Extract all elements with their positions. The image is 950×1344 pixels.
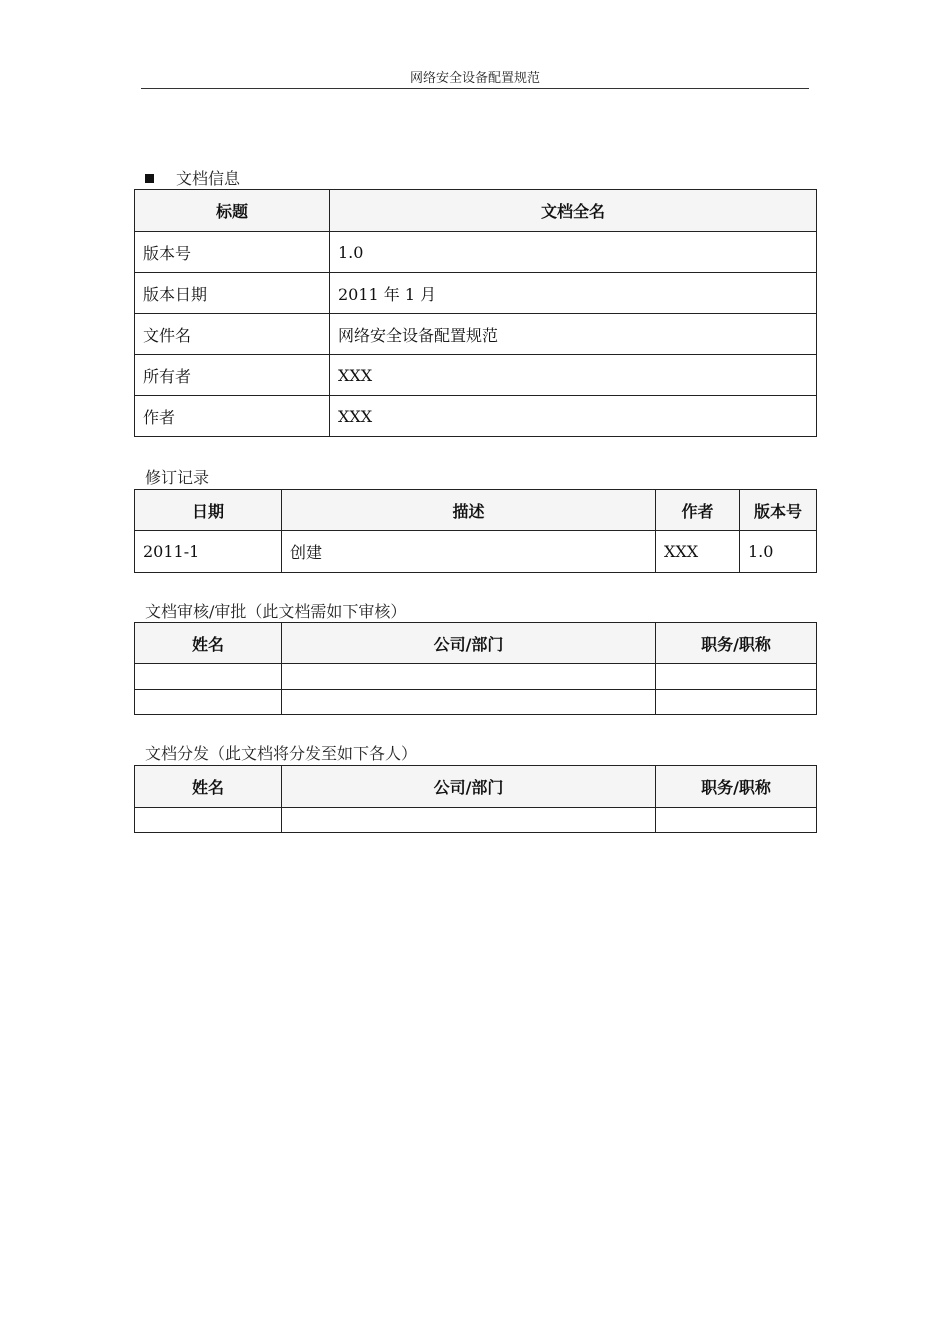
distribution-header-row <box>135 766 817 808</box>
distribution-table <box>134 765 817 833</box>
doc-info-header-cell: 标题 <box>135 190 330 232</box>
review-header-row <box>135 623 817 664</box>
square-bullet-icon <box>145 174 154 183</box>
doc-info-table <box>134 189 817 437</box>
doc-info-key: 文件名 <box>135 314 330 355</box>
distribution-label: 文档分发（此文档将分发至如下各人） <box>145 744 418 763</box>
table-row <box>135 396 817 437</box>
distribution-header-cell: 职务/职称 <box>656 766 817 808</box>
review-cell <box>282 690 656 715</box>
distribution-cell <box>135 808 282 833</box>
table-row <box>135 664 817 690</box>
table-row <box>135 808 817 833</box>
review-cell <box>282 664 656 690</box>
revision-header-cell: 作者 <box>656 490 740 531</box>
review-header-cell: 姓名 <box>135 623 282 664</box>
revision-version: 1.0 <box>740 531 817 573</box>
table-row <box>135 273 817 314</box>
review-label: 文档审核/审批（此文档需如下审核） <box>145 602 407 621</box>
review-cell <box>656 664 817 690</box>
doc-info-value: 网络安全设备配置规范 <box>330 314 817 355</box>
table-row <box>135 690 817 715</box>
distribution-header-cell: 公司/部门 <box>282 766 656 808</box>
doc-info-value: XXX <box>330 396 817 437</box>
review-table <box>134 622 817 715</box>
revision-header-cell: 版本号 <box>740 490 817 531</box>
revision-table <box>134 489 817 573</box>
table-row <box>135 531 817 573</box>
doc-info-header-cell: 文档全名 <box>330 190 817 232</box>
doc-info-key: 版本日期 <box>135 273 330 314</box>
table-row <box>135 232 817 273</box>
doc-info-key: 所有者 <box>135 355 330 396</box>
distribution-header-cell: 姓名 <box>135 766 282 808</box>
revision-header-row <box>135 490 817 531</box>
doc-info-label <box>145 166 240 189</box>
review-cell <box>135 664 282 690</box>
distribution-cell <box>656 808 817 833</box>
review-cell <box>656 690 817 715</box>
distribution-cell <box>282 808 656 833</box>
doc-info-value: XXX <box>330 355 817 396</box>
review-header-cell: 公司/部门 <box>282 623 656 664</box>
doc-info-header-row <box>135 190 817 232</box>
doc-info-key: 版本号 <box>135 232 330 273</box>
revision-description: 创建 <box>282 531 656 573</box>
header-rule <box>141 88 809 89</box>
revision-header-cell: 描述 <box>282 490 656 531</box>
review-header-cell: 职务/职称 <box>656 623 817 664</box>
header-title: 网络安全设备配置规范 <box>409 71 540 86</box>
revision-date: 2011-1 <box>135 531 282 573</box>
revision-author: XXX <box>656 531 740 573</box>
doc-info-title: 文档信息 <box>176 169 241 188</box>
revision-header-cell: 日期 <box>135 490 282 531</box>
revision-label: 修订记录 <box>145 468 210 487</box>
doc-info-value: 2011 年 1 月 <box>330 273 817 314</box>
table-row <box>135 314 817 355</box>
review-cell <box>135 690 282 715</box>
doc-info-value: 1.0 <box>330 232 817 273</box>
table-row <box>135 355 817 396</box>
doc-info-key: 作者 <box>135 396 330 437</box>
